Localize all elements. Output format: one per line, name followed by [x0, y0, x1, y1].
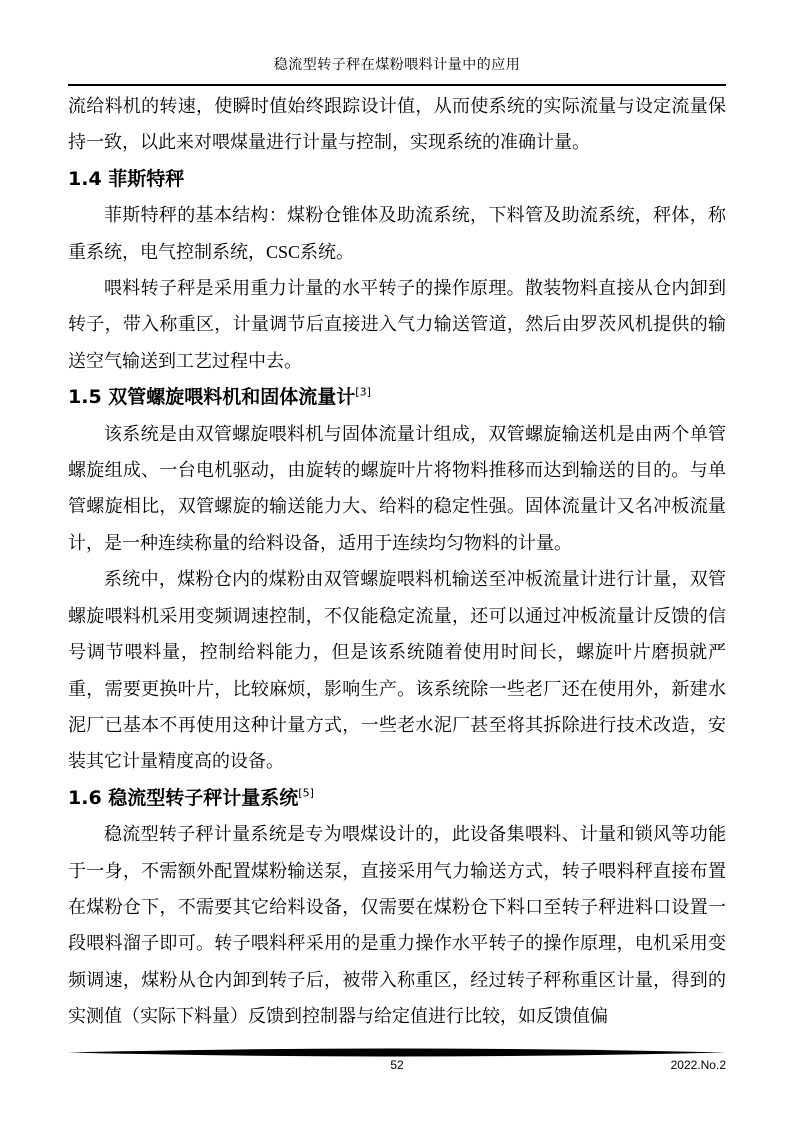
paragraph: 菲斯特秤的基本结构：煤粉仓锥体及助流系统，下料管及助流系统，秤体，称重系统，电气控制系统，CSC系统。 [68, 205, 726, 262]
section-heading-1-6 [68, 780, 726, 816]
section-heading-text: 1.4 菲斯特秤 [68, 167, 185, 190]
paragraph: 系统中，煤粉仓内的煤粉由双管螺旋喂料机输送至冲板流量计进行计量，双管螺旋喂料机采用变频调速控制，不仅能稳定流量，还可以通过冲板流量计反馈的信号调节喂料量，控制给料能力，但是该系统随着使用时间长，螺旋叶片磨损就严重，需要更换叶片，比较麻烦，影响生产。该系统除一些老厂还在使用外，新建水泥厂已基本不再使用这种计量方式，一些老水泥厂甚至将其拆除进行技术改造，安装其它计量精度高的设备。 [68, 569, 726, 772]
page-header [68, 0, 726, 86]
page-footer [68, 1058, 726, 1076]
section-heading-1-5 [68, 379, 726, 415]
citation-ref: [5] [298, 786, 314, 800]
section-heading-text: 1.6 稳流型转子秤计量系统 [68, 786, 299, 809]
paragraph: 该系统是由双管螺旋喂料机与固体流量计组成，双管螺旋输送机是由两个单管螺旋组成、一台电机驱动，由旋转的螺旋叶片将物料推移而达到输送的目的。与单管螺旋相比，双管螺旋的输送能力大、给料的稳定性强。固体流量计又名冲板流量计，是一种连续称量的给料设备，适用于连续均匀物料的计量。 [68, 423, 726, 553]
footer-rule-bar [68, 1048, 726, 1058]
issue-number: 2022.No.2 [670, 1058, 726, 1072]
running-head-title: 稳流型转子秤在煤粉喂料计量中的应用 [273, 58, 521, 73]
section-heading-text: 1.5 双管螺旋喂料机和固体流量计 [68, 386, 356, 409]
paragraph-continuation: 流给料机的转速，使瞬时值始终跟踪设计值，从而使系统的实际流量与设定流量保持一致，以此来对喂煤量进行计量与控制，实现系统的准确计量。 [68, 96, 726, 153]
page-number: 52 [390, 1058, 404, 1072]
citation-ref: [3] [355, 385, 371, 399]
section-heading-1-4 [68, 161, 726, 197]
paragraph: 稳流型转子秤计量系统是专为喂煤设计的，此设备集喂料、计量和锁风等功能于一身，不需额外配置煤粉输送泵，直接采用气力输送方式，转子喂料秤直接布置在煤粉仓下，不需要其它给料设备，仅需要在煤粉仓下料口至转子秤进料口设置一段喂料溜子即可。转子喂料秤采用的是重力操作水平转子的操作原理，电机采用变频调速，煤粉从仓内卸到转子后，被带入称重区，经过转子秤称重区计量，得到的实测值（实际下料量）反馈到控制器与给定值进行比较，如反馈值偏 [68, 824, 726, 1027]
page-body [68, 88, 726, 1035]
paragraph: 喂料转子秤是采用重力计量的水平转子的操作原理。散装物料直接从仓内卸到转子，带入称重区，计量调节后直接进入气力输送管道，然后由罗茨风机提供的输送空气输送到工艺过程中去。 [68, 278, 726, 371]
